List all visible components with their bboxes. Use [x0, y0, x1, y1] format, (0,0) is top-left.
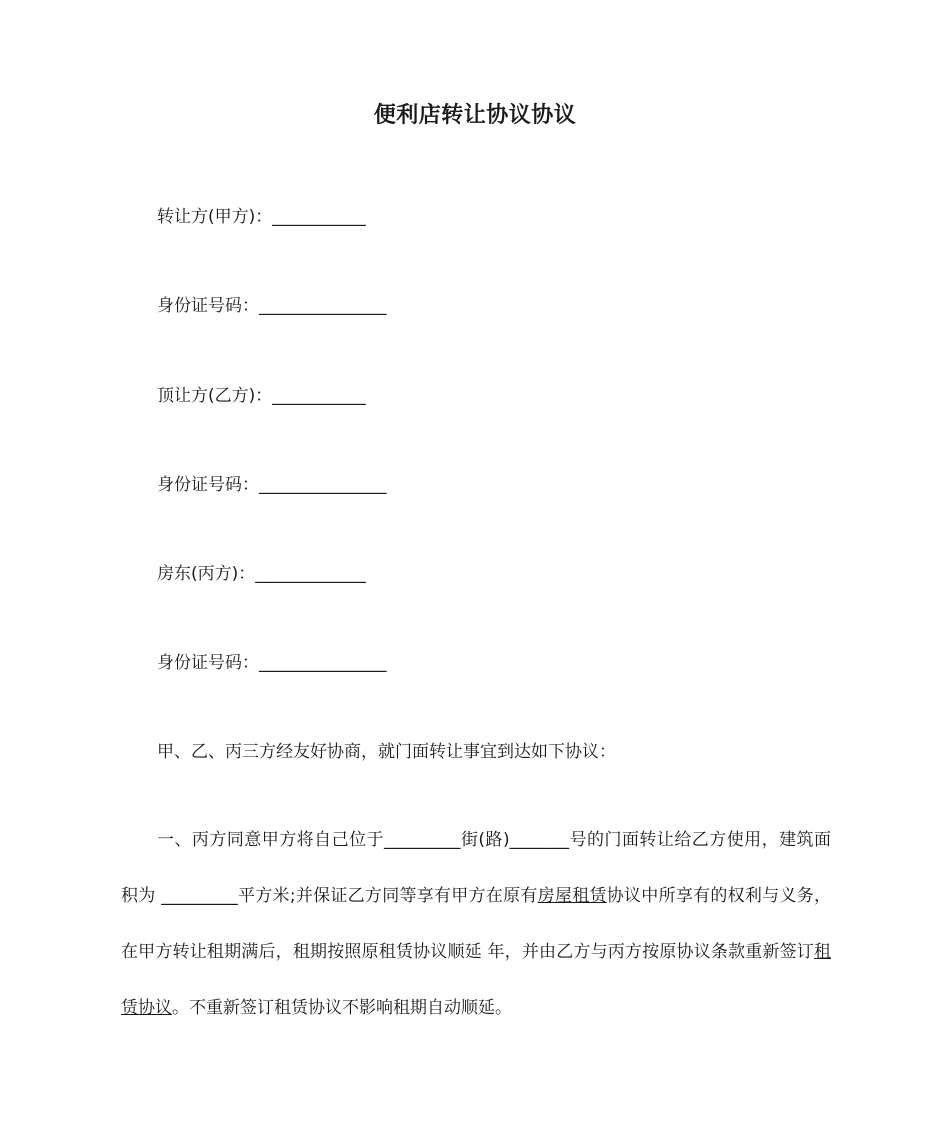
transferor-blank: ___________ — [272, 207, 366, 227]
transferee-id-blank: _______________ — [259, 475, 387, 495]
number-blank: _______ — [509, 830, 570, 850]
transferor-label: 转让方(甲方)： — [157, 207, 273, 227]
document-title: 便利店转让协议协议 — [373, 103, 577, 128]
landlord-id-label: 身份证号码： — [157, 653, 259, 673]
landlord-id-field — [157, 651, 387, 675]
intro-paragraph: 甲、乙、丙三方经友好协商，就门面转让事宜到达如下协议： — [157, 742, 616, 762]
landlord-id-blank: _______________ — [259, 653, 387, 673]
transferee-id-field — [157, 473, 387, 497]
transferor-id-blank: _______________ — [259, 296, 387, 316]
area-blank: _________ — [161, 886, 238, 906]
clause-1-text-c: 号的门面转让给乙方使用，建筑面积为 — [121, 830, 832, 906]
transferee-label: 顶让方(乙方)： — [157, 386, 273, 406]
clause-1-text-a: 一、丙方同意甲方将自己位于 — [157, 830, 384, 850]
landlord-label: 房东(丙方)： — [157, 564, 256, 584]
house-lease-link[interactable]: 房屋租赁 — [537, 886, 607, 906]
transferor-id-field — [157, 294, 387, 318]
clause-1-text-b: 街(路) — [460, 830, 510, 850]
clause-1-text-e: 协议中所享有的权利与义务，在甲方转让租期满后，租期按照原租赁协议顺延 年，并由乙方与丙方按原协议条款重新签订 — [121, 886, 832, 962]
clause-1-text-d: 平方米;并保证乙方同等享有甲方在原有 — [237, 886, 538, 906]
transferee-field — [157, 384, 366, 408]
transferor-id-label: 身份证号码： — [157, 296, 259, 316]
clause-1-paragraph — [121, 812, 831, 1036]
clause-1-text-f: 。不重新签订租赁协议不影响租期自动顺延。 — [172, 998, 512, 1018]
street-blank: _________ — [384, 830, 461, 850]
landlord-field — [157, 562, 366, 586]
transferee-id-label: 身份证号码： — [157, 475, 259, 495]
transferor-field — [157, 205, 366, 229]
transferee-blank: ___________ — [272, 386, 366, 406]
landlord-blank: _____________ — [255, 564, 366, 584]
lease-agreement-link[interactable]: 租赁协议 — [121, 942, 831, 1018]
